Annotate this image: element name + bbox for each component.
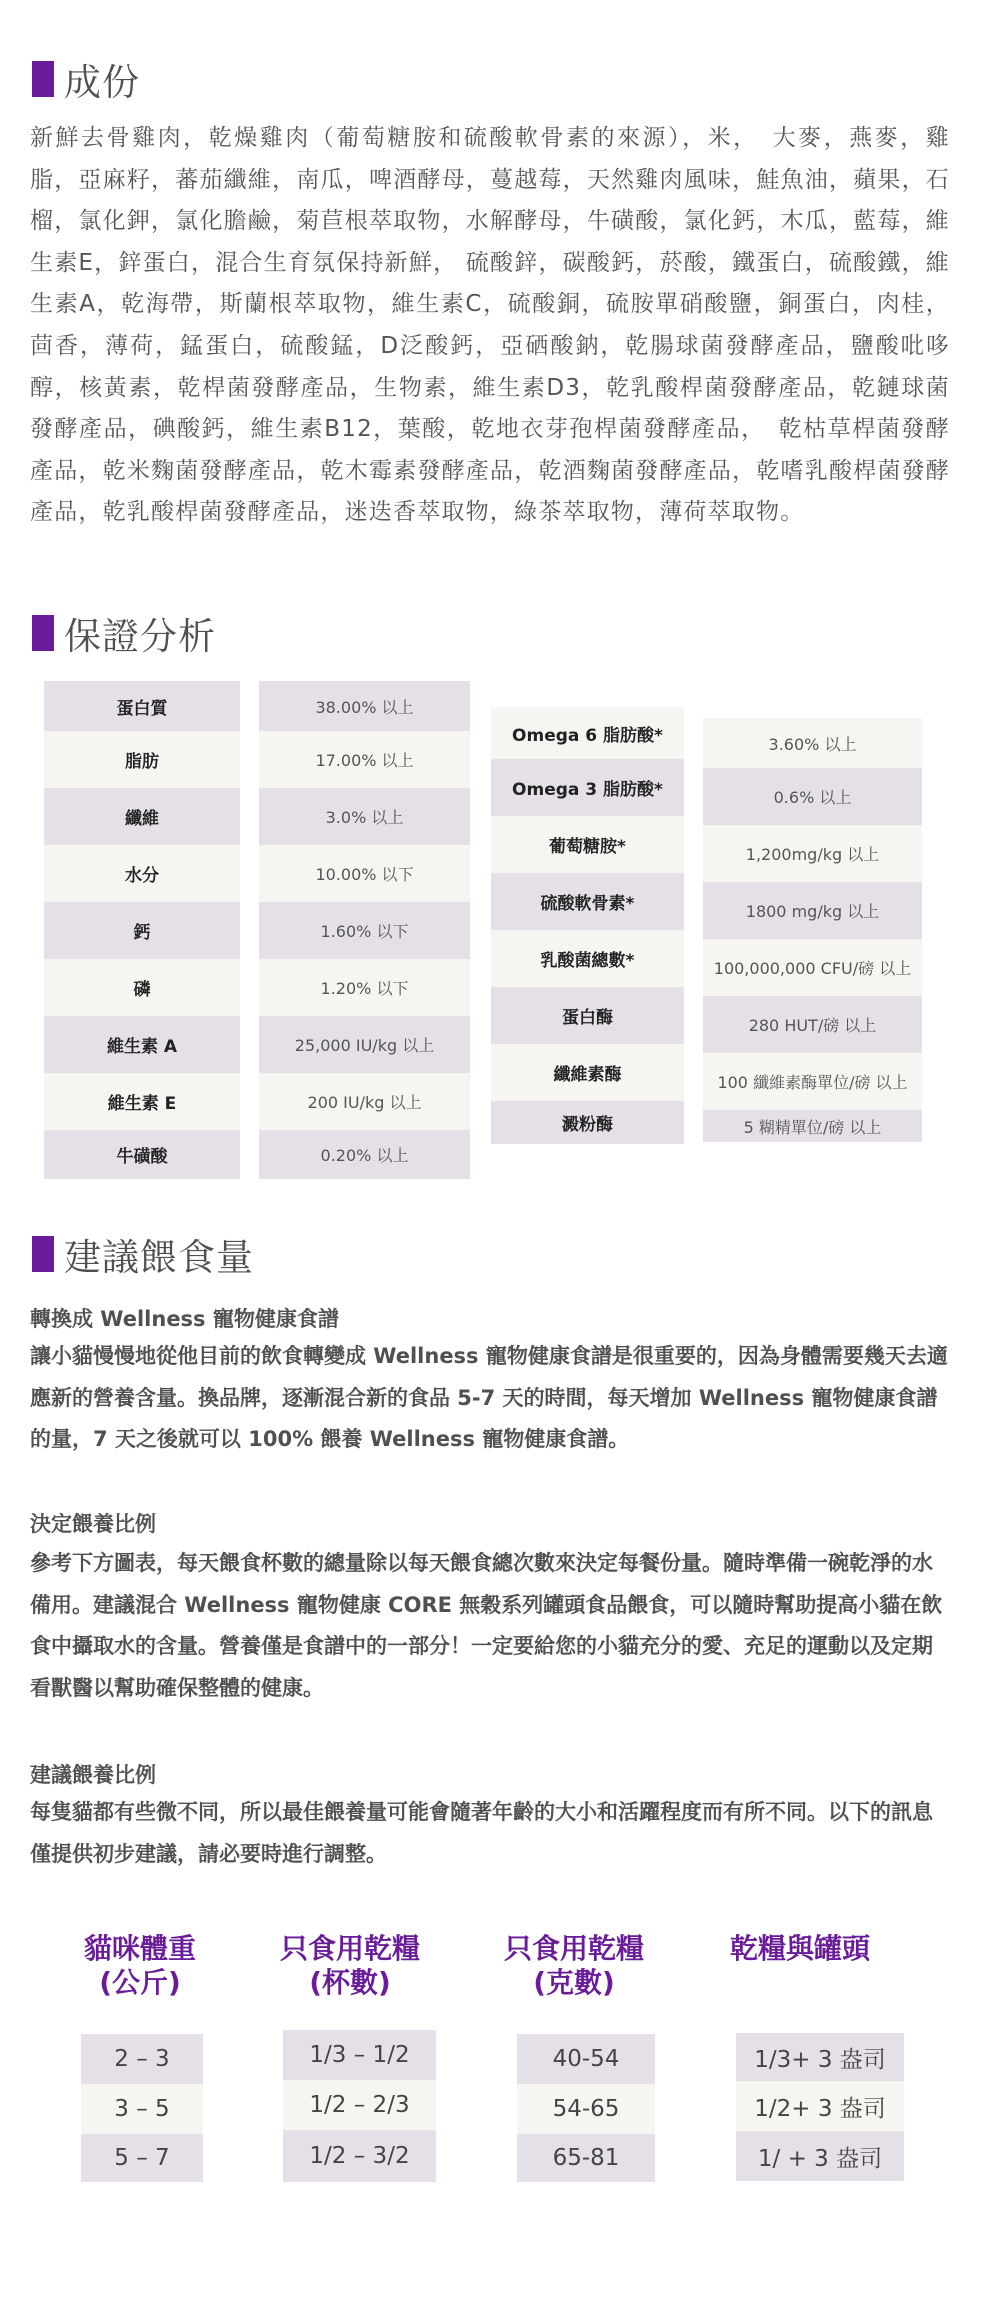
analysis-label: 纖維 bbox=[44, 788, 240, 845]
analysis-value: 38.00% 以上 bbox=[259, 681, 470, 731]
analysis-label: 脂肪 bbox=[44, 731, 240, 788]
section-text: 每隻貓都有些微不同，所以最佳餵養量可能會隨著年齡的大小和活躍程度而有所不同。以下的訊息僅提供初步建議，請必要時進行調整。 bbox=[30, 1800, 933, 1866]
header-line: (杯數) bbox=[309, 1966, 391, 1999]
analysis-value: 25,000 IU/kg 以上 bbox=[259, 1016, 470, 1073]
heading-accent-bar bbox=[32, 61, 54, 97]
header-line: 只食用乾糧 bbox=[503, 1932, 644, 1965]
analysis-value: 5 糊精單位/磅 以上 bbox=[703, 1110, 922, 1142]
analysis-value: 3.60% 以上 bbox=[703, 718, 922, 768]
analysis-label: 蛋白質 bbox=[44, 681, 240, 731]
feeding-cell: 3 – 5 bbox=[81, 2084, 203, 2134]
analysis-value: 0.6% 以上 bbox=[703, 768, 922, 825]
analysis-label: 磷 bbox=[44, 959, 240, 1016]
analysis-heading bbox=[32, 606, 216, 660]
analysis-label: 維生素 E bbox=[44, 1073, 240, 1130]
analysis-value: 1,200mg/kg 以上 bbox=[703, 825, 922, 882]
analysis-value: 200 IU/kg 以上 bbox=[259, 1073, 470, 1130]
analysis-label: 水分 bbox=[44, 845, 240, 902]
ingredients-title: 成份 bbox=[64, 61, 140, 104]
analysis-label: 鈣 bbox=[44, 902, 240, 959]
feeding-cell: 1/2+ 3 盎司 bbox=[736, 2081, 904, 2131]
analysis-label: 纖維素酶 bbox=[491, 1044, 684, 1101]
analysis-value: 17.00% 以上 bbox=[259, 731, 470, 788]
feeding-cell: 1/2 – 2/3 bbox=[283, 2080, 436, 2130]
feeding-cell: 1/3 – 1/2 bbox=[283, 2030, 436, 2080]
analysis-right-values bbox=[703, 718, 922, 1142]
analysis-title: 保證分析 bbox=[64, 615, 216, 658]
feeding-cell: 1/2 – 3/2 bbox=[283, 2130, 436, 2182]
feeding-table-header bbox=[250, 1932, 450, 2000]
heading-accent-bar bbox=[32, 1236, 54, 1272]
feeding-table-header bbox=[700, 1932, 900, 1966]
analysis-right-labels bbox=[491, 707, 684, 1144]
header-line: 乾糧與罐頭 bbox=[729, 1932, 870, 1965]
analysis-value: 1.60% 以下 bbox=[259, 902, 470, 959]
analysis-value: 100,000,000 CFU/磅 以上 bbox=[703, 939, 922, 996]
analysis-label: 乳酸菌總數* bbox=[491, 930, 684, 987]
section-text: 參考下方圖表，每天餵食杯數的總量除以每天餵食總次數來決定每餐份量。隨時準備一碗乾淨的水備用。建議混合 Wellness 寵物健康 CORE 無穀系列罐頭食品餵食，可以隨時幫助提高小貓在飲食中攝取水的含量。營養僅是食譜中的一部分！一定要給您的小貓充分的愛、充足的運動以及定期看獸醫以幫助確保整體的健康。 bbox=[30, 1551, 943, 1700]
feeding-cell: 2 – 3 bbox=[81, 2034, 203, 2084]
header-line: (公斤) bbox=[99, 1966, 181, 1999]
analysis-value: 1.20% 以下 bbox=[259, 959, 470, 1016]
analysis-label: 澱粉酶 bbox=[491, 1101, 684, 1144]
analysis-label: Omega 6 脂肪酸* bbox=[491, 707, 684, 759]
analysis-label: Omega 3 脂肪酸* bbox=[491, 759, 684, 816]
feeding-cell: 5 – 7 bbox=[81, 2134, 203, 2182]
section-title: 建議餵養比例 bbox=[30, 1763, 156, 1787]
heading-accent-bar bbox=[32, 615, 54, 651]
feeding-cell: 1/ + 3 盎司 bbox=[736, 2131, 904, 2181]
feeding-table-header bbox=[40, 1932, 240, 2000]
feeding-cell: 65-81 bbox=[517, 2134, 655, 2182]
feeding-cell: 40-54 bbox=[517, 2034, 655, 2084]
header-line: (克數) bbox=[533, 1966, 615, 1999]
ingredients-text: 新鮮去骨雞肉，乾燥雞肉（葡萄糖胺和硫酸軟骨素的來源），米， 大麥，燕麥，雞脂，亞麻籽，蕃茄纖維，南瓜，啤酒酵母，蔓越莓，天然雞肉風味，鮭魚油，蘋果，石榴，氯化鉀，氯化膽鹼，菊苣根萃取物，水解酵母，牛磺酸，氯化鈣，木瓜，藍莓，維生素E，鋅蛋白，混合生育氛保持新鮮， 硫酸鋅，碳酸鈣，菸酸，鐵蛋白，硫酸鐵，維生素A，乾海帶，斯蘭根萃取物，維生素C，硫酸銅，硫胺單硝酸鹽，銅蛋白，肉桂，茴香，薄荷，錳蛋白，硫酸錳，D泛酸鈣，亞硒酸鈉，乾腸球菌發酵產品，鹽酸吡哆醇，核黃素，乾桿菌發酵產品，生物素，維生素D3，乾乳酸桿菌發酵產品，乾鏈球菌發酵產品，碘酸鈣，維生素B12，葉酸，乾地衣芽孢桿菌發酵產品， 乾枯草桿菌發酵產品，乾米麴菌發酵產品，乾木霉素發酵產品，乾酒麴菌發酵產品，乾嗜乳酸桿菌發酵產品，乾乳酸桿菌發酵產品，迷迭香萃取物，綠茶萃取物，薄荷萃取物。 bbox=[30, 125, 950, 526]
analysis-value: 100 纖維素酶單位/磅 以上 bbox=[703, 1053, 922, 1110]
analysis-label: 硫酸軟骨素* bbox=[491, 873, 684, 930]
analysis-label: 維生素 A bbox=[44, 1016, 240, 1073]
header-line: 只食用乾糧 bbox=[279, 1932, 420, 1965]
analysis-label: 葡萄糖胺* bbox=[491, 816, 684, 873]
analysis-label: 牛磺酸 bbox=[44, 1130, 240, 1179]
analysis-value: 10.00% 以下 bbox=[259, 845, 470, 902]
feeding-cell: 1/3+ 3 盎司 bbox=[736, 2033, 904, 2081]
analysis-left-labels bbox=[44, 681, 240, 1179]
section-text: 讓小貓慢慢地從他目前的飲食轉變成 Wellness 寵物健康食譜是很重要的，因為身體需要幾天去適應新的營養含量。換品牌，逐漸混合新的食品 5-7 天的時間，每天增加 Wellness 寵物健康食譜的量，7 天之後就可以 100% 餵養 Wellness 寵物健康食譜。 bbox=[30, 1344, 948, 1451]
feeding-table-header bbox=[474, 1932, 674, 2000]
ingredients-heading bbox=[32, 52, 140, 106]
feeding-title: 建議餵食量 bbox=[64, 1236, 254, 1279]
analysis-value: 3.0% 以上 bbox=[259, 788, 470, 845]
analysis-value: 1800 mg/kg 以上 bbox=[703, 882, 922, 939]
section-title: 決定餵養比例 bbox=[30, 1512, 156, 1536]
analysis-label: 蛋白酶 bbox=[491, 987, 684, 1044]
analysis-value: 280 HUT/磅 以上 bbox=[703, 996, 922, 1053]
analysis-left-values bbox=[259, 681, 470, 1179]
analysis-value: 0.20% 以上 bbox=[259, 1130, 470, 1179]
header-line: 貓咪體重 bbox=[83, 1932, 196, 1965]
feeding-cell: 54-65 bbox=[517, 2084, 655, 2134]
feeding-heading bbox=[32, 1227, 254, 1281]
section-title: 轉換成 Wellness 寵物健康食譜 bbox=[30, 1307, 339, 1331]
